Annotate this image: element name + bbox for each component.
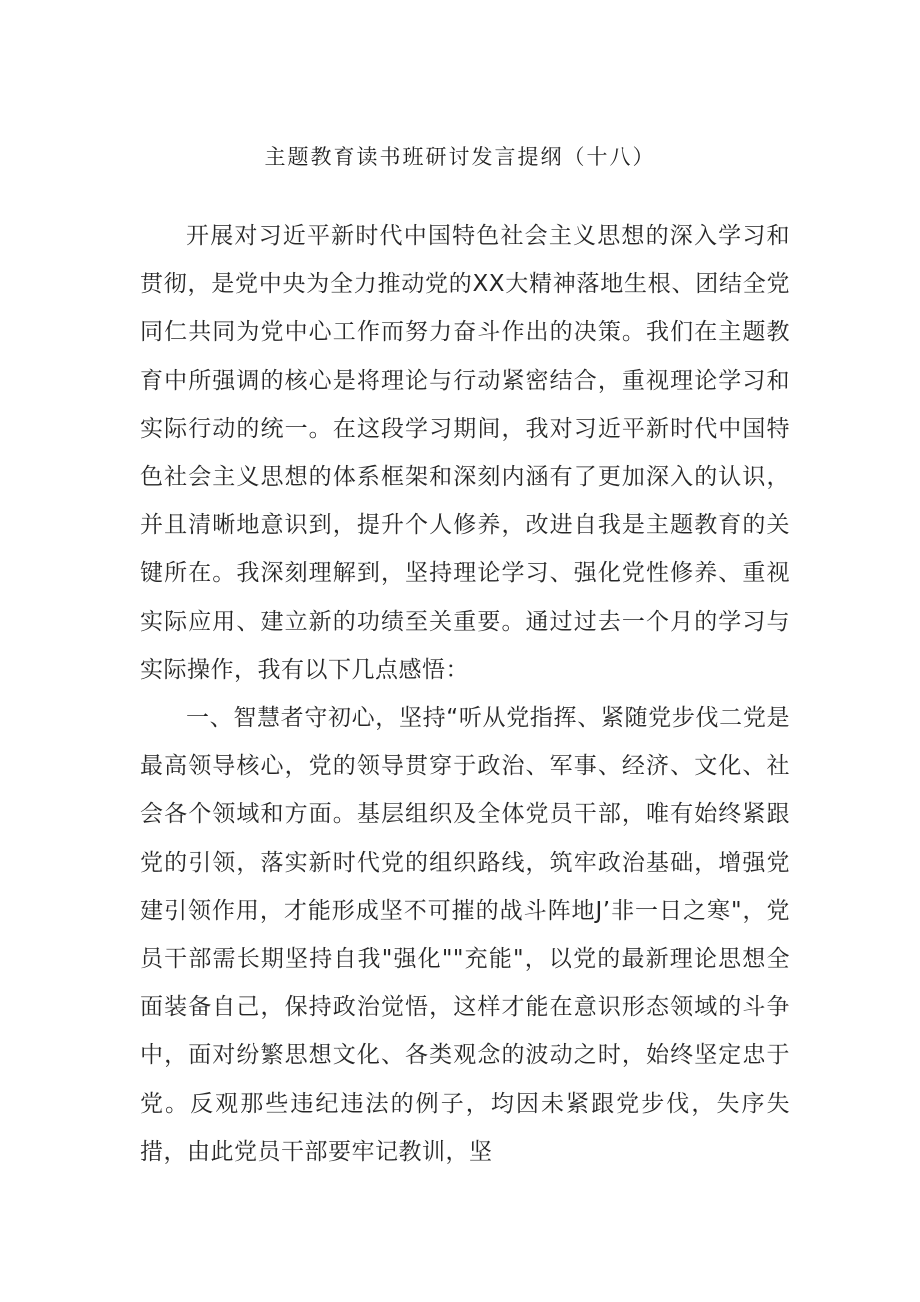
paragraph-point-one: 一、智慧者守初心，坚持“听从党指挥、紧随党步伐二党是最高领导核心，党的领导贯穿于政治、军事、经济、文化、社会各个领域和方面。基层组织及全体党员干部，唯有始终紧跟党的引领，落实新时代党的组织路线，筑牢政治基础，增强党建引领作用，才能形成坚不可摧的战斗阵地J’非一日之寒"，党员干部需长期坚持自我"强化""充能"，以党的最新理论思想全面装备自己，保持政治觉悟，这样才能在意识形态领域的斗争中，面对纷繁思想文化、各类观念的波动之时，始终坚定忠于党。反观那些违纪违法的例子，均因未紧跟党步伐，失序失措，由此党员干部要牢记教训，坚	[140, 705, 790, 1165]
document-title: 主题教育读书班研讨发言提纲（十八）	[264, 145, 656, 169]
paragraph-intro: 开展对习近平新时代中国特色社会主义思想的深入学习和贯彻，是党中央为全力推动党的XX大精神落地生根、团结全党同仁共同为党中心工作而努力奋斗作出的决策。我们在主题教育中所强调的核心是将理论与行动紧密结合，重视理论学习和实际行动的统一。在这段学习期间，我对习近平新时代中国特色社会主义思想的体系框架和深刻内涵有了更加深入的认识，并且清晰地意识到，提升个人修养，改进自我是主题教育的关键所在。我深刻理解到，坚持理论学习、强化党性修养、重视实际应用、建立新的功绩至关重要。通过过去一个月的学习与实际操作，我有以下几点感悟：	[140, 223, 790, 683]
